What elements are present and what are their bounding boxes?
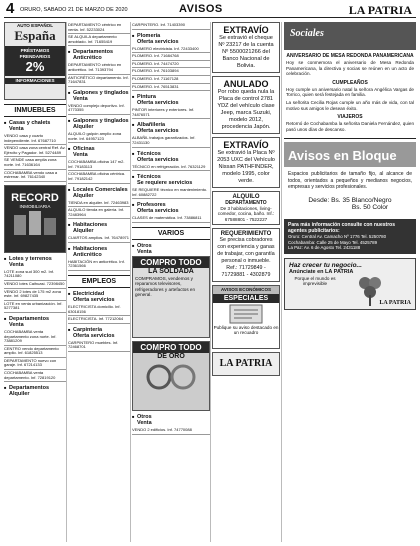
ad-info: INFORMACIONES bbox=[5, 78, 65, 83]
category-title: ■ Plomería bbox=[137, 32, 161, 39]
category-galpones-alquiler bbox=[68, 118, 130, 130]
category-title: ■ Galpones y tinglados bbox=[73, 117, 129, 124]
category-otros-venta bbox=[132, 243, 210, 255]
category-title: ■ Otros bbox=[137, 413, 152, 420]
category-title: ■ Albañilería bbox=[137, 122, 166, 129]
classified-item: VENDO casa y cuarto independiente. Inf. 67687710 bbox=[4, 133, 66, 145]
category-title: ■ Habitaciones bbox=[73, 222, 108, 229]
category-title: ■ Departamentos bbox=[9, 315, 50, 322]
classified-item: DEPARTAMENTO céntrico en anticrético. Inf. 71393794 bbox=[68, 62, 130, 74]
classified-item: VENDO casa zona central Ref. Av. Ejército y Pagador. Inf. 5274489 bbox=[4, 145, 66, 157]
sociales-title: Sociales bbox=[284, 22, 416, 50]
ad-title: ALQUILO bbox=[232, 194, 260, 200]
category-title: ■ Locales Comerciales bbox=[73, 186, 128, 193]
classified-item: ELECTRICISTA. Inf. 77212064 bbox=[68, 316, 130, 324]
classified-item: ALBAÑIL trabajos garantizados. Inf. 72431130 bbox=[132, 135, 210, 147]
classified-item: ALQUILO galpón amplio zona norte. Inf. 64957123 bbox=[68, 131, 130, 143]
classified-item: CARPINTERO muebles. Inf. 72468701 bbox=[68, 340, 130, 352]
category-locales-alquiler bbox=[68, 187, 130, 199]
classified-item: COCHABAMBA oficina 147 m2. Inf. 79183113 bbox=[68, 159, 130, 171]
category-lotes-venta bbox=[4, 256, 66, 268]
ad-title: AVISOS ECONÓMICOS bbox=[213, 286, 279, 293]
info-box bbox=[284, 219, 416, 254]
classified-item: PLOMERO electricista. Inf. 72433400 bbox=[132, 46, 210, 54]
ad-body: Se extravió el cheque Nº 23217 de la cuenta Nº 5500021266 del Banco Nacional de Bolivia. bbox=[218, 35, 274, 69]
category-title: ■ Lotes y terrenos bbox=[9, 255, 52, 262]
category-subtitle: Venta bbox=[137, 248, 152, 255]
anulado-ad bbox=[212, 76, 280, 134]
category-title: ■ Pintura bbox=[137, 94, 156, 101]
category-subtitle: Oferta servicios bbox=[137, 100, 179, 107]
classified-item: VENDO complejo deportivo. Inf. 4773355 bbox=[68, 103, 130, 115]
ad-title: REQUERIMIENTO bbox=[220, 231, 272, 238]
divider bbox=[284, 138, 416, 139]
category-habitaciones-alquiler bbox=[68, 222, 130, 234]
ad-body: COMPRAMOS, vendemos y reparamos televisores, refrigeradores y artefactos en general. bbox=[135, 275, 196, 298]
category-subtitle: Anticrético bbox=[73, 55, 102, 62]
classified-item: CENTRO vendo departamento amplio. Inf. 61825513 bbox=[4, 346, 66, 358]
section-title: AVISOS bbox=[179, 3, 223, 15]
category-subtitle: Anticrético bbox=[73, 251, 102, 258]
ad-subtitle: LA SOLDADA bbox=[148, 267, 194, 275]
category-subtitle: Venta bbox=[73, 95, 88, 102]
extravio-ad-1 bbox=[212, 22, 280, 73]
classified-item: TÉCNICO en refrigeración. Inf. 76321129 bbox=[132, 164, 210, 172]
category-title: ■ Oficinas bbox=[73, 146, 95, 153]
ad-title: EXTRAVÍO bbox=[223, 140, 269, 150]
classified-item: ALQUILO tienda en galería. Inf. 72483964 bbox=[68, 207, 130, 219]
classified-item: CLASES de matemática. Inf. 73886811 bbox=[132, 215, 210, 223]
category-title: ■ Técnicos bbox=[137, 174, 161, 181]
social-heading: CUMPLEAÑOS bbox=[332, 79, 368, 86]
category-profesores bbox=[132, 202, 210, 214]
category-subtitle: Alquiler bbox=[73, 123, 94, 130]
ad-body: Se precisa cobradores con experiencia y ganas de trabajar, con garantía personal o inmueble. Ref.: 71729849 - 71729881 - 4302879 bbox=[217, 237, 275, 279]
category-subtitle: Se requiere servicios bbox=[137, 180, 193, 187]
category-casas-venta bbox=[4, 120, 66, 132]
classified-item: ELECTRICISTA domicilio. Inf. 63018156 bbox=[68, 304, 130, 316]
newspaper-icon bbox=[226, 303, 266, 325]
ad-subtitle: DE ORO bbox=[157, 352, 185, 360]
category-tecnicos bbox=[132, 151, 210, 163]
promo-line3: Porque el mundo es imprevisible bbox=[294, 275, 336, 286]
column-divider bbox=[130, 22, 131, 542]
category-carpinteria bbox=[68, 327, 130, 339]
category-title: ■ Carpintería bbox=[73, 326, 103, 333]
info-title: Para más información consulte con nuestros agentes publicitarios: bbox=[288, 221, 395, 234]
avisos-bloque-box bbox=[284, 142, 416, 167]
social-heading: VIAJEROS bbox=[337, 114, 363, 121]
classified-item: VENDO 2 lotes de 175 m2 zona este. Inf. 69827435 bbox=[4, 289, 66, 301]
category-galpones-venta bbox=[68, 90, 130, 102]
classified-item: PLOMERO. Inf. 74474720 bbox=[132, 61, 210, 69]
ad-brand-top: AUTO ESPAÑOL bbox=[16, 23, 54, 28]
box-price-2: Bs. 50 Color bbox=[351, 203, 389, 211]
ad-brand: España bbox=[14, 28, 56, 44]
sociales-section bbox=[284, 53, 416, 132]
page-number: 4 bbox=[6, 0, 15, 17]
ad-body: Se extravió la Placa Nº 2053 UXC del Vehículo Nissan PATHFINDER, modelo 1995, color verde. bbox=[217, 150, 275, 184]
ad-line1: PRÉSTAMOS bbox=[20, 48, 50, 54]
column-4 bbox=[212, 22, 280, 542]
promo-brand: LA PATRIA bbox=[379, 299, 411, 306]
classified-item: PLOMERO. Inf. 71167128 bbox=[132, 76, 210, 84]
ad-title: COMPRO TODO bbox=[133, 342, 209, 353]
section-empleos: EMPLEOS bbox=[68, 275, 130, 288]
avisos-bloque-body bbox=[284, 167, 416, 214]
category-pintura bbox=[132, 94, 210, 106]
patria-promo-ad bbox=[284, 258, 416, 310]
category-departamentos-anticretico bbox=[68, 49, 130, 61]
classified-item: LOTE en venta urbanización. Inf. 5277381 bbox=[4, 301, 66, 313]
classified-item: DEPARTAMENTO céntrico en venta. Inf. 52233024 bbox=[68, 22, 130, 34]
classified-item: TIENDA en alquiler. Inf. 72463983 bbox=[68, 200, 130, 208]
category-oficinas-venta bbox=[68, 146, 130, 158]
category-plomeria bbox=[132, 33, 210, 45]
ad-subtitle: DEPARTAMENTO bbox=[225, 200, 267, 206]
ad-title: COMPRO TODO bbox=[133, 257, 209, 268]
ad-title: ANULADO bbox=[223, 79, 269, 89]
classified-item: VENDO 2 edificios. Inf. 74770088 bbox=[132, 427, 210, 435]
building-icon bbox=[10, 209, 60, 235]
column-5 bbox=[284, 22, 416, 542]
category-habitaciones-anticretico bbox=[68, 246, 130, 258]
avisos-economicos-ad bbox=[212, 285, 280, 349]
category-subtitle: Venta bbox=[9, 321, 24, 328]
compro-todo-ad bbox=[132, 256, 210, 338]
classified-item: PLOMERO. Inf. 76513831 bbox=[132, 84, 210, 92]
column-divider bbox=[281, 22, 282, 542]
ad-line2: PRENDARIOS bbox=[19, 53, 51, 59]
page-date: ORURO, SABADO 21 DE MARZO DE 2020 bbox=[20, 7, 128, 13]
category-subtitle: Oferta servicios bbox=[137, 128, 179, 135]
category-tecnicos-requiere bbox=[132, 174, 210, 186]
requerimiento-ad bbox=[212, 228, 280, 282]
classified-item: ANTICRÉTICO departamento. Inf. 71647831 bbox=[68, 75, 130, 87]
column-3 bbox=[132, 22, 210, 542]
category-subtitle: Venta bbox=[137, 419, 152, 426]
category-subtitle: Oferta servicios bbox=[137, 38, 179, 45]
category-subtitle: Oferta servicios bbox=[137, 156, 179, 163]
classified-item: SE REQUIERE técnico en mantenimiento. Inf. 60882722 bbox=[132, 187, 210, 199]
category-albanileria bbox=[132, 122, 210, 134]
classified-item: DEPARTAMENTO nuevo con garaje. Inf. 67214133 bbox=[4, 358, 66, 370]
classified-item: PINTOR interiores y exteriores. Inf. 74876571 bbox=[132, 107, 210, 119]
ad-body: De 3 habitaciones, living-comedor, cocina, baño. Inf.: 67588801 - 7522227 bbox=[217, 206, 275, 222]
record-sub: INMOBILIARIA bbox=[19, 203, 51, 209]
category-title: ■ Profesores bbox=[137, 202, 166, 209]
category-title: ■ Departamentos bbox=[73, 49, 114, 56]
record-ad bbox=[4, 185, 66, 253]
category-electricidad bbox=[68, 291, 130, 303]
box-body: Espacios publicitarios de tamaño fijo, al alcance de todos, orientados a pequeños y medianos negocios, empresas y servicios profesionales. bbox=[288, 171, 412, 191]
column-2 bbox=[68, 22, 130, 542]
category-subtitle: Oferta servicios bbox=[73, 332, 115, 339]
social-text: Hoy cumple un aniversario natal la señora Angélica Vargas de Torrico, quien será festejada en familia. bbox=[286, 86, 414, 98]
extravio-ad-2 bbox=[212, 137, 280, 188]
ad-subtitle: ESPECIALES bbox=[213, 294, 279, 303]
social-heading: ANIVERSARIO DE MESA REDONDA PANAMERICANA bbox=[286, 53, 414, 59]
info-line: La Paz: Av. 6 de Agosto Tel. 2431188 bbox=[288, 245, 361, 251]
record-title: RECORD bbox=[11, 191, 59, 204]
category-subtitle: Alquiler bbox=[73, 192, 94, 199]
classified-item: COCHABAMBA venta departamento zona norte. Inf. 73881209 bbox=[4, 329, 66, 346]
ad-note: Publique su aviso destacado en un recuadro bbox=[213, 324, 279, 336]
category-title: ■ Otros bbox=[137, 242, 152, 249]
classified-item: VENDO lotes Caihuasi. 72398450 bbox=[4, 281, 66, 289]
category-departamentos-alquiler bbox=[4, 385, 66, 397]
category-subtitle: Venta bbox=[9, 126, 24, 132]
social-text: Hoy se conmemora el aniversario de Mesa Redonda Panamericana, la directiva y socias se reúnen en un acto de celebración. bbox=[286, 60, 414, 77]
page-header bbox=[4, 2, 416, 18]
category-subtitle: Alquiler bbox=[73, 228, 94, 235]
category-title: ■ Departamentos bbox=[9, 385, 50, 392]
auto-espana-ad bbox=[4, 22, 66, 100]
la-patria-ad bbox=[212, 352, 280, 376]
section-varios: VARIOS bbox=[132, 227, 210, 240]
column-divider bbox=[66, 22, 67, 542]
promo-line2: Anúnciate en LA PATRIA bbox=[289, 268, 354, 275]
compro-oro-ad bbox=[132, 341, 210, 411]
ad-title: EXTRAVÍO bbox=[223, 25, 269, 35]
info-line: Oruro: Central Av. Camacho Nº 1776 Tel. 5250780 bbox=[288, 234, 387, 240]
social-text: Retornó de Cochabamba la señorita Daniela Fernández, quien pasó unos días de descanso. bbox=[286, 121, 414, 132]
classified-item: PLOMERO. Inf. 71684768 bbox=[132, 53, 210, 61]
jewelry-icon bbox=[141, 360, 201, 394]
category-subtitle: Oferta servicios bbox=[73, 297, 115, 304]
classified-item: HABITACIÓN en anticrético. Inf. 72361566 bbox=[68, 259, 130, 271]
classified-item: LOTE zona sud 300 m2. Inf. 74211080 bbox=[4, 269, 66, 281]
box-title: Avisos en Bloque bbox=[288, 148, 397, 164]
classified-item: CARPINTERO. Inf. 71403390 bbox=[132, 22, 210, 30]
promo-line1: Haz crecer tu negocio... bbox=[289, 261, 362, 269]
info-line: Cochabamba: Calle 25 de Mayo Tel. 4525789 bbox=[288, 239, 378, 245]
category-departamentos-venta bbox=[4, 316, 66, 328]
category-otros-venta-2 bbox=[132, 414, 210, 426]
classified-item: COCHABAMBA venta departamento. Inf. 72819120 bbox=[4, 370, 66, 382]
alquilo-ad bbox=[212, 191, 280, 225]
ad-percent: 2% bbox=[25, 59, 45, 75]
category-subtitle: Venta bbox=[9, 261, 24, 268]
category-title: ■ Electricidad bbox=[73, 291, 105, 298]
category-title: ■ Técnicos bbox=[137, 150, 161, 157]
ad-body: Por robo queda nula la Placa de control 2781 YDZ del vehículo clase Jeep, marca Suzuki, modelo 2012, procedencia Japón. bbox=[217, 89, 275, 130]
social-text: La señorita Cecilia Rojas cumple un año más de vida, con tal motivo sus amigos le desean éxito. bbox=[286, 99, 414, 111]
category-subtitle: Oferta servicios bbox=[137, 208, 179, 215]
classified-item: COCHABAMBA vendo casa a estrenar. Inf. 76142340 bbox=[4, 170, 66, 182]
classified-item: SE ALQUILA departamento amoblado. Inf. 71655419 bbox=[68, 34, 130, 46]
box-price-1: Desde: Bs. 35 Blanco/Negro bbox=[308, 196, 392, 204]
category-subtitle: Alquiler bbox=[9, 391, 30, 398]
column-divider bbox=[210, 22, 211, 542]
classified-item: CUARTOS amplios. Inf. 76478971 bbox=[68, 235, 130, 243]
ad-brand: LA PATRIA bbox=[219, 358, 273, 370]
newspaper-brand: LA PATRIA bbox=[348, 3, 412, 17]
category-title: ■ Habitaciones bbox=[73, 245, 108, 252]
category-title: ■ Casas y chalets bbox=[9, 120, 51, 126]
category-title: ■ Galpones y tinglados bbox=[73, 89, 129, 96]
category-subtitle: Venta bbox=[73, 152, 88, 159]
classified-item: PLOMERO. Inf. 76103894 bbox=[132, 68, 210, 76]
classified-item: SE VENDE casa amplia zona norte. Inf. 71636164 bbox=[4, 157, 66, 169]
section-inmuebles: INMUEBLES bbox=[4, 104, 66, 117]
column-1 bbox=[4, 22, 66, 542]
classified-item: COCHABAMBA oficina céntrica. Inf. 79182142 bbox=[68, 171, 130, 183]
